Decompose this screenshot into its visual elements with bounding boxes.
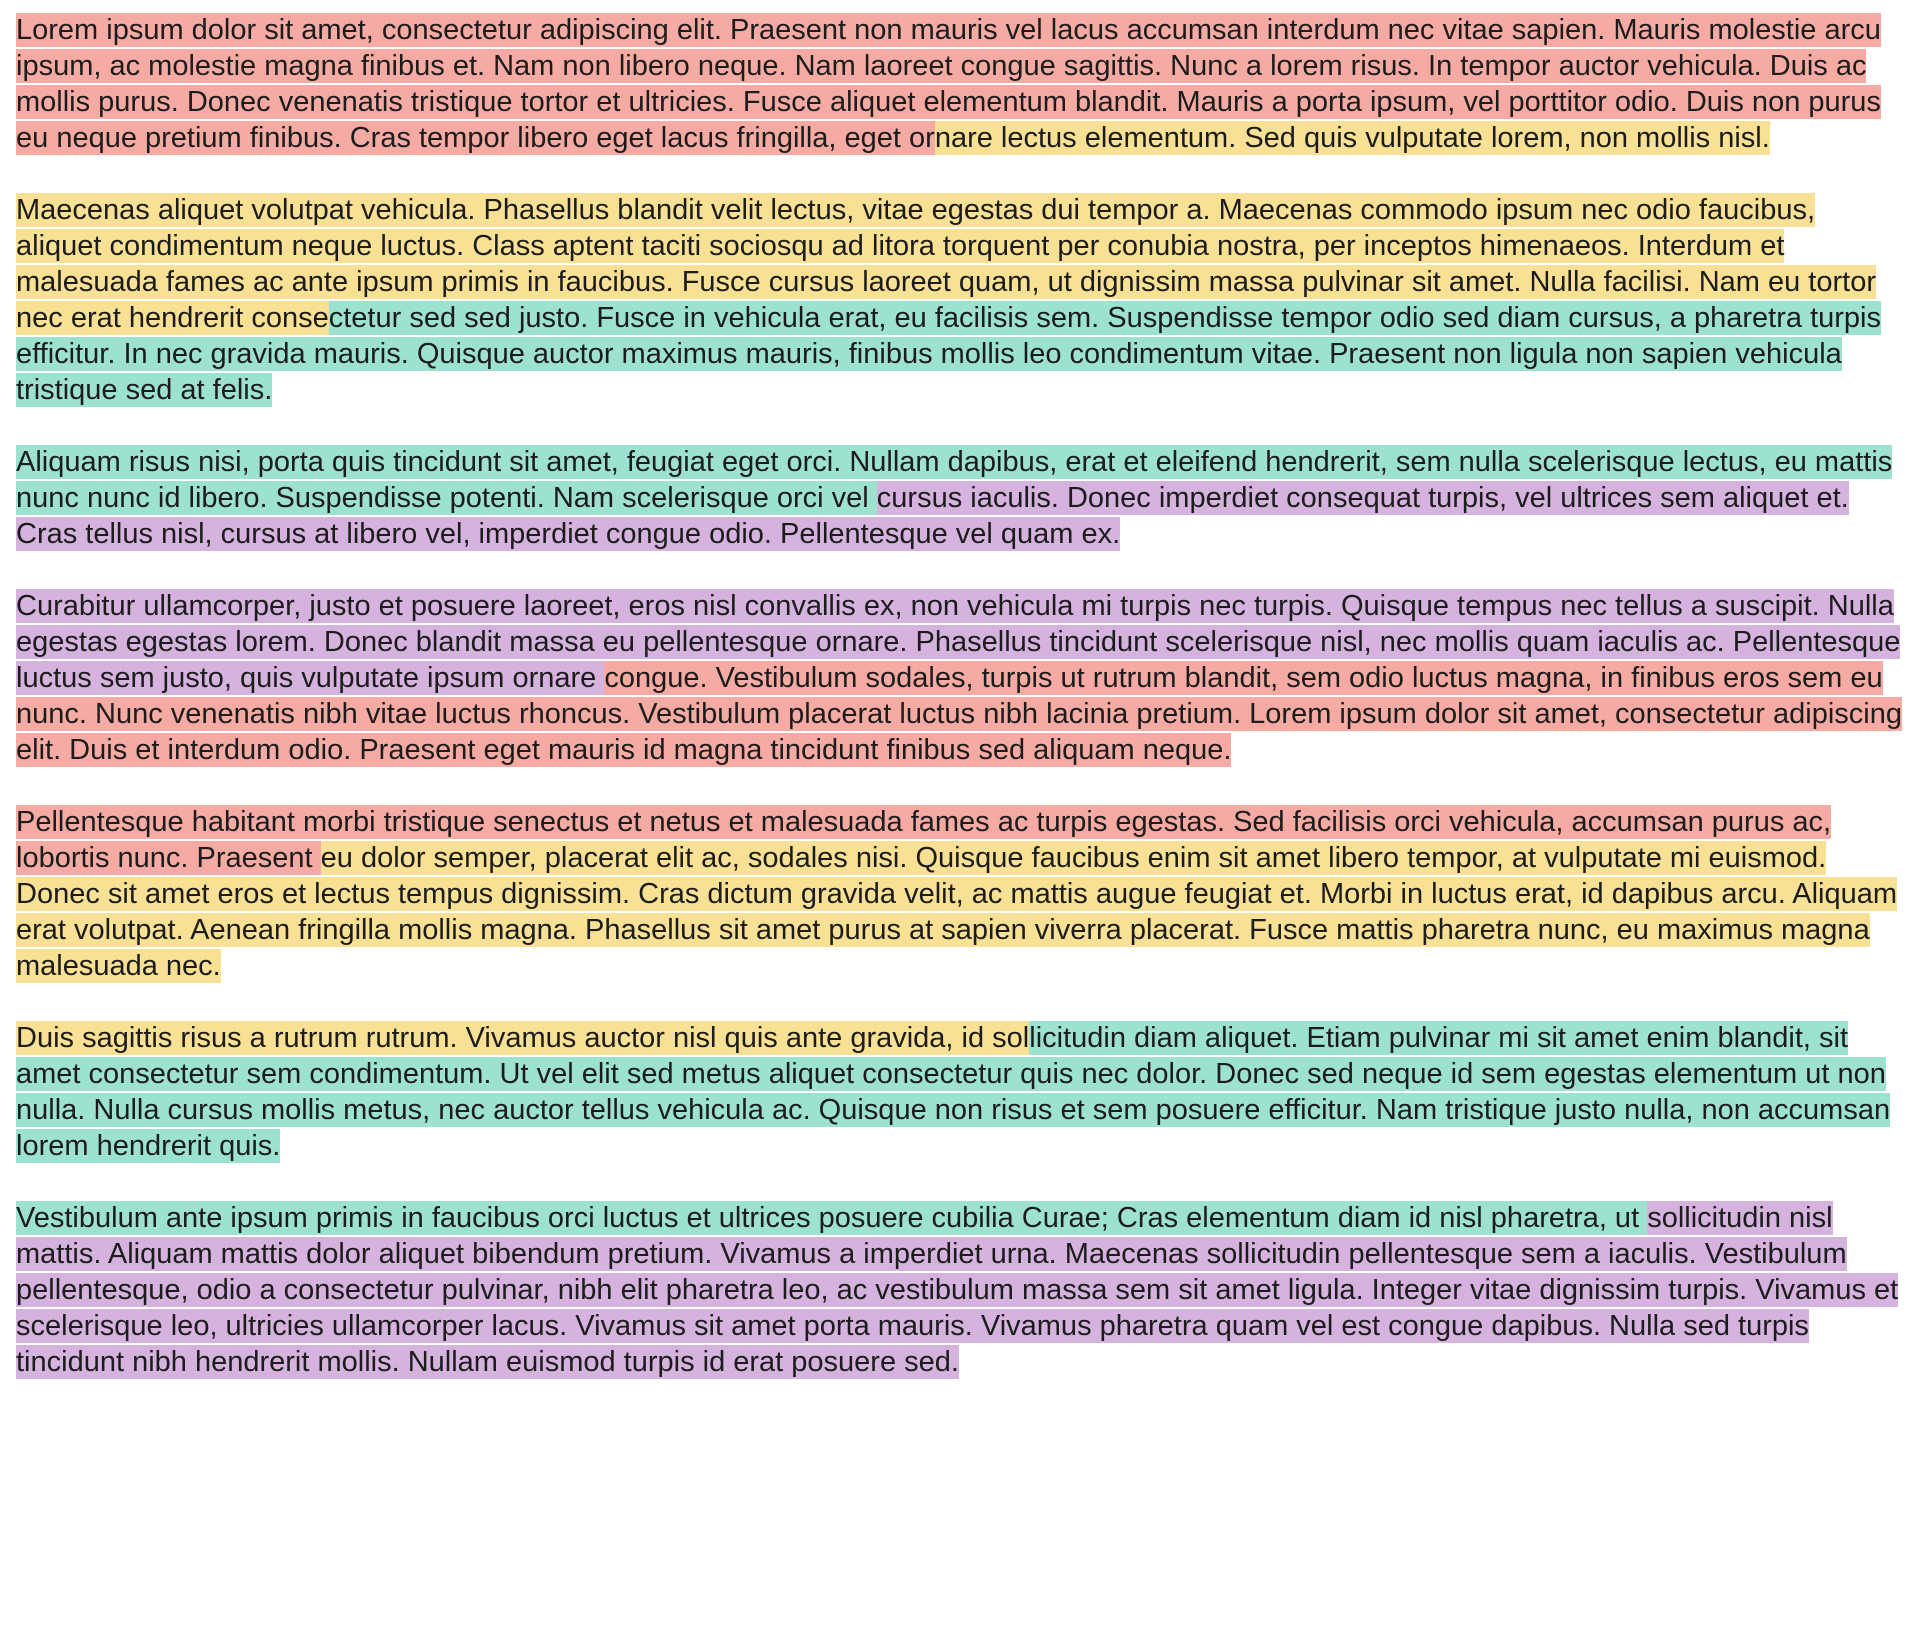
- paragraph-4: [16, 588, 1906, 768]
- paragraph-6: [16, 1020, 1906, 1164]
- paragraph-3: [16, 444, 1906, 552]
- highlight-segment: Aliquam risus nisi, porta quis tincidunt sit amet, feugiat eget orci. Nullam dapibus, erat et eleifend hendrerit, sem nulla scelerisque lectus, eu mattis nunc nunc id libero. Suspendisse potenti. Nam scelerisque orci vel: [16, 446, 1893, 514]
- highlight-segment: Vestibulum ante ipsum primis in faucibus orci luctus et ultrices posuere cubilia Curae; Cras elementum diam id nisl pharetra, ut: [16, 1202, 1648, 1234]
- highlight-segment: nare lectus elementum. Sed quis vulputate lorem, non mollis nisl.: [934, 122, 1770, 154]
- paragraph-2: [16, 192, 1906, 408]
- highlight-segment: congue. Vestibulum sodales, turpis ut rutrum blandit, sem odio luctus magna, in finibus eros sem eu nunc. Nunc venenatis nibh vitae luctus rhoncus. Vestibulum placerat luctus nibh lacinia pretium. Lorem ipsum dolor sit amet, consectetur adipiscing elit. Duis et interdum odio. Praesent eget mauris id magna tincidunt finibus sed aliquam neque.: [16, 662, 1902, 766]
- paragraph-1: [16, 12, 1906, 156]
- paragraph-5: [16, 804, 1906, 984]
- highlight-segment: sollicitudin nisl mattis. Aliquam mattis dolor aliquet bibendum pretium. Vivamus a imperdiet urna. Maecenas sollicitudin pellentesque sem a iaculis. Vestibulum pellentesque, odio a consectetur pulvinar, nibh elit pharetra leo, ac vestibulum massa sem sit amet ligula. Integer vitae dignissim turpis. Vivamus et scelerisque leo, ultricies ullamcorper lacus. Vivamus sit amet porta mauris. Vivamus pharetra quam vel est congue dapibus. Nulla sed turpis tincidunt nibh hendrerit mollis. Nullam euismod turpis id erat posuere sed.: [16, 1202, 1899, 1378]
- highlight-segment: cursus iaculis. Donec imperdiet consequat turpis, vel ultrices sem aliquet et. Cras tellus nisl, cursus at libero vel, imperdiet congue odio. Pellentesque vel quam ex.: [16, 482, 1849, 550]
- highlight-segment: Duis sagittis risus a rutrum rutrum. Vivamus auctor nisl quis ante gravida, id sol: [16, 1022, 1030, 1054]
- highlight-segment: Lorem ipsum dolor sit amet, consectetur adipiscing elit. Praesent non mauris vel lacus accumsan interdum nec vitae sapien. Mauris molestie arcu ipsum, ac molestie magna finibus et. Nam non libero neque. Nam laoreet congue sagittis. Nunc a lorem risus. In tempor auctor vehicula. Duis ac mollis purus. Donec venenatis tristique tortor et ultricies. Fusce aliquet elementum blandit. Mauris a porta ipsum, vel porttitor odio. Duis non purus eu neque pretium finibus. Cras tempor libero eget lacus fringilla, eget or: [16, 14, 1881, 154]
- highlight-segment: ctetur sed sed justo. Fusce in vehicula erat, eu facilisis sem. Suspendisse tempor odio sed diam cursus, a pharetra turpis efficitur. In nec gravida mauris. Quisque auctor maximus mauris, finibus mollis leo condimentum vitae. Praesent non ligula non sapien vehicula tristique sed at felis.: [16, 302, 1882, 406]
- highlight-segment: eu dolor semper, placerat elit ac, sodales nisi. Quisque faucibus enim sit amet libero tempor, at vulputate mi euismod. Donec sit amet eros et lectus tempus dignissim. Cras dictum gravida velit, ac mattis augue feugiat et. Morbi in luctus erat, id dapibus arcu. Aliquam erat volutpat. Aenean fringilla mollis magna. Phasellus sit amet purus at sapien viverra placerat. Fusce mattis pharetra nunc, eu maximus magna malesuada nec.: [16, 842, 1898, 982]
- highlight-segment: Maecenas aliquet volutpat vehicula. Phasellus blandit velit lectus, vitae egestas dui tempor a. Maecenas commodo ipsum nec odio faucibus, aliquet condimentum neque luctus. Class aptent taciti sociosqu ad litora torquent per conubia nostra, per inceptos himenaeos. Interdum et malesuada fames ac ante ipsum primis in faucibus. Fusce cursus laoreet quam, ut dignissim massa pulvinar sit amet. Nulla facilisi. Nam eu tortor nec erat hendrerit conse: [16, 194, 1876, 334]
- highlight-segment: Pellentesque habitant morbi tristique senectus et netus et malesuada fames ac turpis egestas. Sed facilisis orci vehicula, accumsan purus ac, lobortis nunc. Praesent: [16, 806, 1832, 874]
- document-body: [16, 12, 1906, 1416]
- highlight-segment: Curabitur ullamcorper, justo et posuere laoreet, eros nisl convallis ex, non vehicula mi turpis nec turpis. Quisque tempus nec tellus a suscipit. Nulla egestas egestas lorem. Donec blandit massa eu pellentesque ornare. Phasellus tincidunt scelerisque nisl, nec mollis quam iaculis ac. Pellentesque luctus sem justo, quis vulputate ipsum ornare: [16, 590, 1901, 694]
- highlight-segment: licitudin diam aliquet. Etiam pulvinar mi sit amet enim blandit, sit amet consectetur sem condimentum. Ut vel elit sed metus aliquet consectetur quis nec dolor. Donec sed neque id sem egestas elementum ut non nulla. Nulla cursus mollis metus, nec auctor tellus vehicula ac. Quisque non risus et sem posuere efficitur. Nam tristique justo nulla, non accumsan lorem hendrerit quis.: [16, 1022, 1891, 1162]
- paragraph-7: [16, 1200, 1906, 1380]
